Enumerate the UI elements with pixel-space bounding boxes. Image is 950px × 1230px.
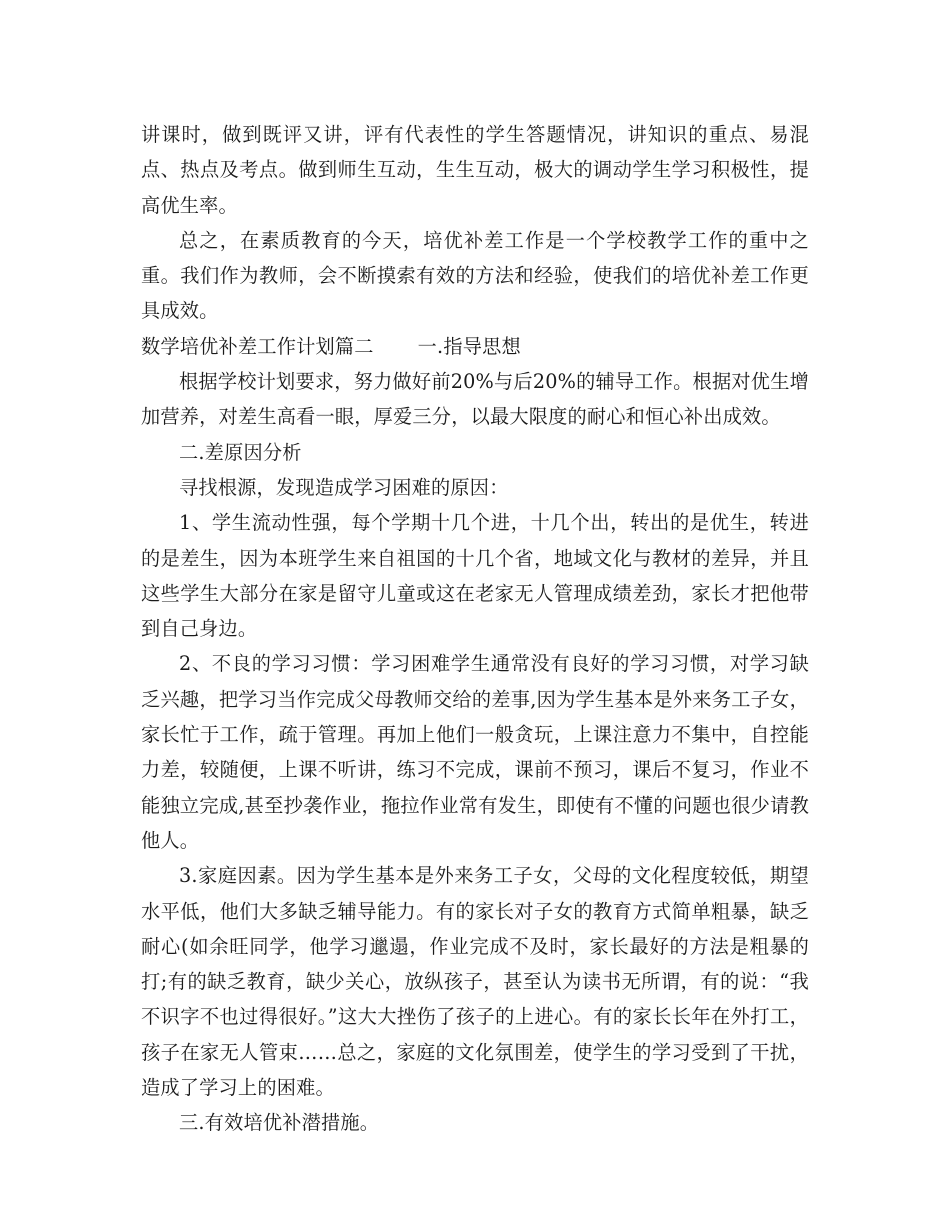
paragraph-cause-family: 3.家庭因素。因为学生基本是外来务工子女，父母的文化程度较低，期望水平低，他们大多缺乏辅导能力。有的家长对子女的教育方式简单粗暴，缺乏耐心(如余旺同学，他学习邋遢，作业完成不及时，家长最好的方法是粗暴的打;有的缺乏教育，缺少关心，放纵孩子，甚至认为读书无所谓，有的说：“我不识字不也过得很好。”这大大挫伤了孩子的上进心。有的家长长年在外打工，孩子在家无人管束……总之，家庭的文化氛围差，使学生的学习受到了干扰，造成了学习上的困难。 — [141, 864, 809, 1100]
section-title: 数学培优补差工作计划篇二 — [141, 334, 374, 358]
heading-measures: 三.有效培优补潜措施。 — [179, 1111, 380, 1135]
paragraph-summary: 总之，在素质教育的今天，培优补差工作是一个学校教学工作的重中之重。我们作为教师，会不断摸索有效的方法和经验，使我们的培优补差工作更具成效。 — [141, 228, 809, 323]
paragraph-cause-habits: 2、不良的学习习惯：学习困难学生通常没有良好的学习习惯，对学习缺乏兴趣，把学习当作完成父母教师交给的差事,因为学生基本是外来务工子女，家长忙于工作，疏于管理。再加上他们一般贪玩，上课注意力不集中，自控能力差，较随便，上课不听讲，练习不完成，课前不预习，课后不复习，作业不能独立完成,甚至抄袭作业，拖拉作业常有发生，即使有不懂的问题也很少请教他人。 — [141, 652, 809, 852]
document-body — [141, 117, 809, 1141]
heading-cause-analysis: 二.差原因分析 — [179, 440, 302, 464]
section-title-line — [141, 329, 809, 364]
paragraph-cause-mobility: 1、学生流动性强，每个学期十几个进，十几个出，转出的是优生，转进的是差生，因为本班学生来自祖国的十几个省，地域文化与教材的差异，并且这些学生大部分在家是留守儿童或这在老家无人管理成绩差劲，家长才把他带到自己身边。 — [141, 511, 809, 641]
paragraph-lecture: 讲课时，做到既评又讲，评有代表性的学生答题情况，讲知识的重点、易混点、热点及考点。做到师生互动，生生互动，极大的调动学生学习积极性，提高优生率。 — [141, 123, 809, 217]
section-heading-guiding-idea: 一.指导思想 — [417, 334, 521, 358]
paragraph-plan: 根据学校计划要求，努力做好前20%与后20%的辅导工作。根据对优生增加营养，对差生高看一眼，厚爱三分，以最大限度的耐心和恒心补出成效。 — [141, 370, 809, 429]
paragraph-find-root: 寻找根源，发现造成学习困难的原因： — [179, 475, 509, 499]
